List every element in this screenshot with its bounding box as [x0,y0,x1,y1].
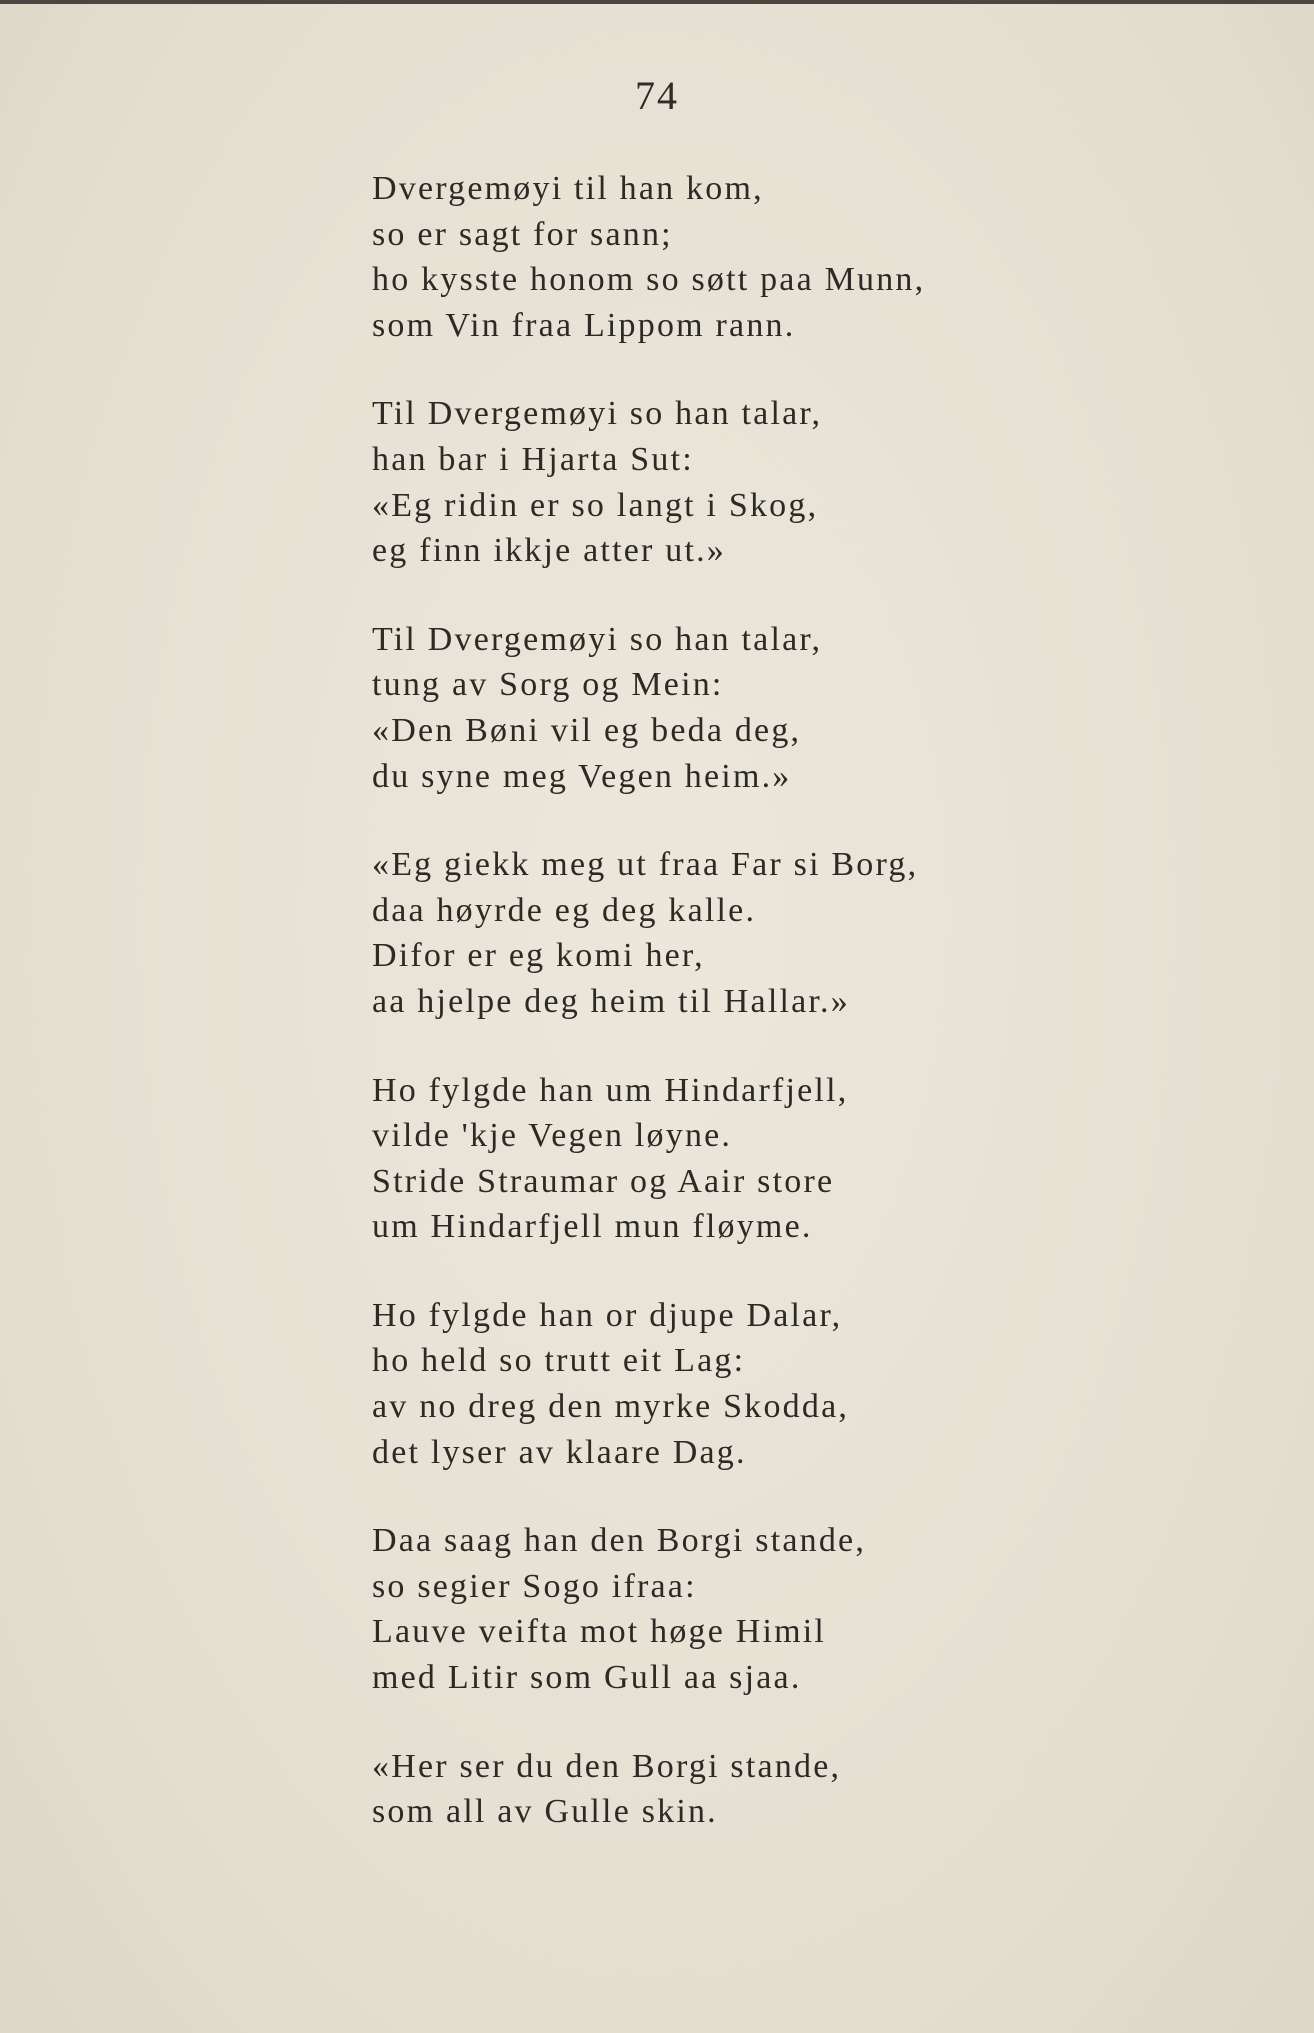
poem-line: det lyser av klaare Dag. [372,1433,747,1471]
stanza-3 [372,617,1072,799]
stanza-4 [372,842,1072,1024]
poem-line: so er sagt for sann; [372,215,673,253]
poem-line: «Den Bøni vil eg beda deg, [372,711,802,749]
poem-line: «Eg ridin er so langt i Skog, [372,486,819,524]
poem-line: um Hindarfjell mun fløyme. [372,1208,813,1246]
poem-line: som Vin fraa Lippom rann. [372,306,796,344]
poem-line: Daa saag han den Borgi stande, [372,1522,867,1560]
poem-line: med Litir som Gull aa sjaa. [372,1659,802,1697]
poem-line: Stride Straumar og Aair store [372,1162,835,1200]
poem-line: Ho fylgde han um Hindarfjell, [372,1071,849,1109]
poem-line: du syne meg Vegen heim.» [372,757,792,795]
poem-text [372,166,1072,1878]
stanza-8 [372,1744,1072,1835]
stanza-6 [372,1293,1072,1475]
poem-line: han bar i Hjarta Sut: [372,440,694,478]
stanza-5 [372,1068,1072,1250]
poem-line: ho kysste honom so søtt paa Munn, [372,261,926,299]
poem-line: tung av Sorg og Mein: [372,666,724,704]
page-top-edge [0,0,1314,4]
poem-line: vilde 'kje Vegen løyne. [372,1117,733,1155]
poem-line: «Her ser du den Borgi stande, [372,1747,842,1785]
poem-line: daa høyrde eg deg kalle. [372,891,757,929]
poem-line: Til Dvergemøyi so han talar, [372,620,823,658]
poem-line: «Eg giekk meg ut fraa Far si Borg, [372,846,919,884]
stanza-7 [372,1518,1072,1700]
page-number: 74 [635,73,679,118]
poem-line: Dvergemøyi til han kom, [372,170,764,207]
poem-line: som all av Gulle skin. [372,1793,718,1831]
poem-line: Ho fylgde han or djupe Dalar, [372,1296,843,1334]
stanza-1 [372,166,1072,348]
stanza-2 [372,391,1072,573]
poem-line: av no dreg den myrke Skodda, [372,1388,850,1426]
poem-line: aa hjelpe deg heim til Hallar.» [372,982,850,1020]
poem-line: eg finn ikkje atter ut.» [372,532,726,570]
poem-line: Difor er eg komi her, [372,937,705,975]
poem-line: so segier Sogo ifraa: [372,1567,697,1605]
poem-line: ho held so trutt eit Lag: [372,1342,746,1380]
poem-line: Lauve veifta mot høge Himil [372,1613,827,1651]
poem-line: Til Dvergemøyi so han talar, [372,395,823,433]
